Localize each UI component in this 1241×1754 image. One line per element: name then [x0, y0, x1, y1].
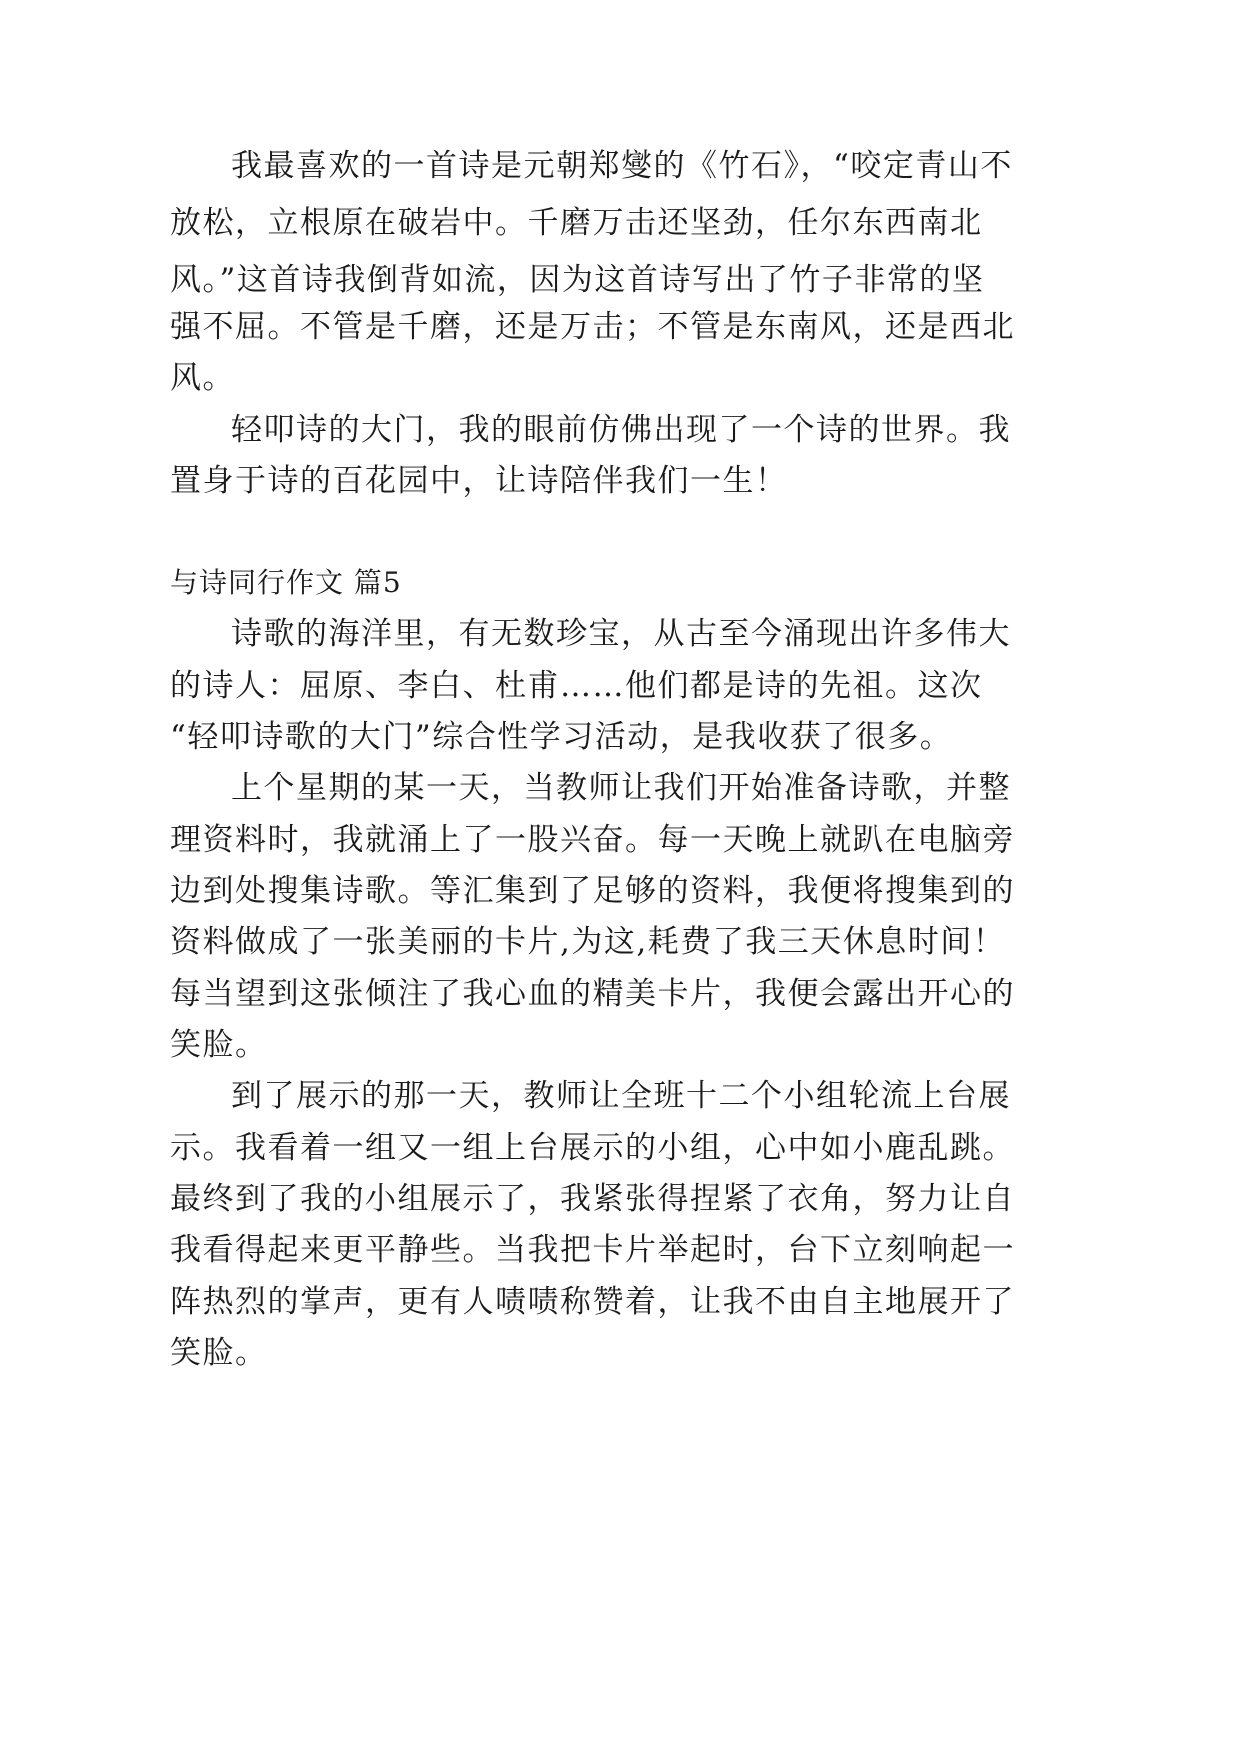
section-heading: 与诗同行作文 篇5: [170, 566, 402, 599]
paragraph-line: 边到处搜集诗歌。等汇集到了足够的资料，我便将搜集到的: [170, 873, 1015, 909]
paragraph-line: 笑脸。: [170, 1335, 268, 1371]
paragraph-line: 诗歌的海洋里，有无数珍宝，从古至今涌现出许多伟大: [231, 616, 1011, 652]
paragraph-line: 笑脸。: [170, 1027, 268, 1063]
paragraph-line: 强不屈。不管是千磨，还是万击；不管是东南风，还是西北: [170, 309, 1015, 345]
paragraph-line: 示。我看着一组又一组上台展示的小组，心中如小鹿乱跳。: [170, 1130, 1015, 1166]
paragraph-line: 理资料时，我就涌上了一股兴奋。每一天晚上就趴在电脑旁: [170, 822, 1015, 858]
paragraph-line: 每当望到这张倾注了我心血的精美卡片，我便会露出开心的: [170, 976, 1015, 1012]
paragraph-line: 的诗人：屈原、李白、杜甫……他们都是诗的先祖。这次: [170, 668, 983, 704]
paragraph-line: 阵热烈的掌声，更有人啧啧称赞着，让我不由自主地展开了: [170, 1284, 1015, 1320]
paragraph-line: 我最喜欢的一首诗是元朝郑燮的《竹石》，“咬定青山不: [231, 148, 1013, 184]
paragraph-line: 轻叩诗的大门，我的眼前仿佛出现了一个诗的世界。我: [231, 412, 1011, 448]
paragraph-line: 置身于诗的百花园中，让诗陪伴我们一生！: [170, 463, 788, 499]
paragraph-line: “轻叩诗歌的大门”综合性学习活动，是我收获了很多。: [170, 719, 953, 755]
paragraph-line: 风。: [170, 360, 235, 396]
paragraph-line: 最终到了我的小组展示了，我紧张得捏紧了衣角，努力让自: [170, 1181, 1015, 1217]
paragraph-line: 到了展示的那一天，教师让全班十二个小组轮流上台展: [231, 1078, 1011, 1114]
paragraph-line: 我看得起来更平静些。当我把卡片举起时，台下立刻响起一: [170, 1232, 1015, 1268]
paragraph-line: 风。”这首诗我倒背如流，因为这首诗写出了竹子非常的坚: [170, 262, 985, 298]
paragraph-line: 上个星期的某一天，当教师让我们开始准备诗歌，并整: [231, 770, 1011, 806]
paragraph-line: 资料做成了一张美丽的卡片,为这,耗费了我三天休息时间！: [170, 924, 1006, 960]
paragraph-line: 放松，立根原在破岩中。千磨万击还坚劲，任尔东西南北: [170, 205, 983, 241]
